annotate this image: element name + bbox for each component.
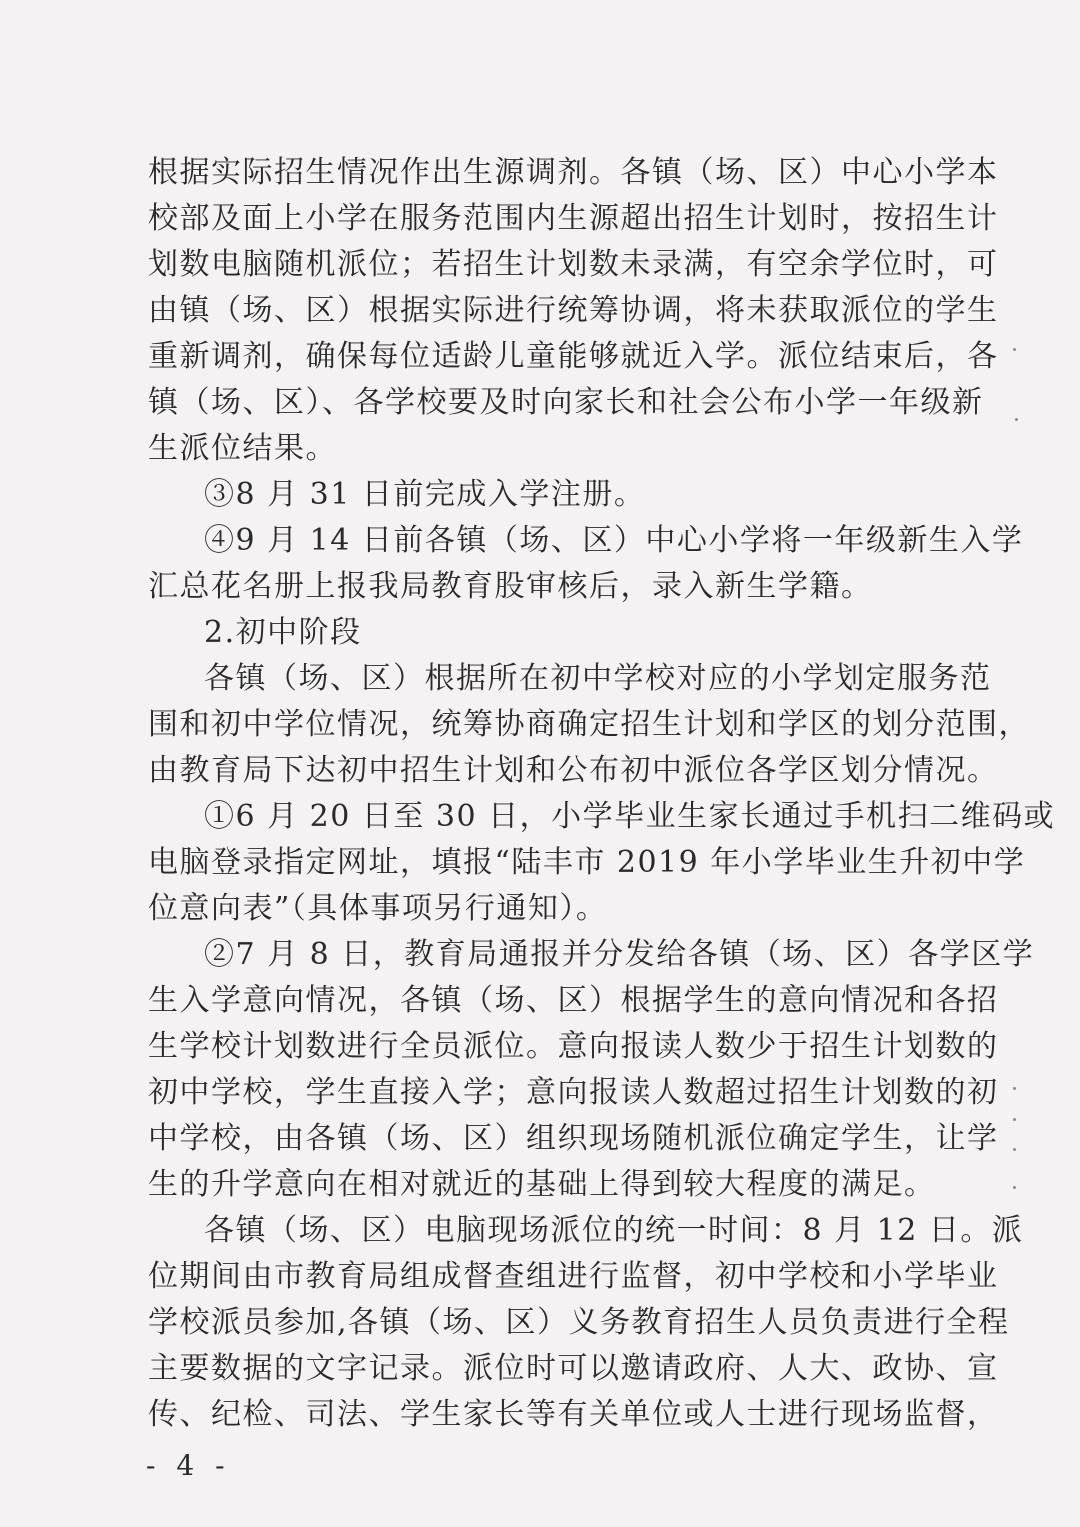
text-line: 汇总花名册上报我局教育股审核后，录入新生学籍。 [148, 569, 873, 604]
text-line: 由教育局下达初中招生计划和公布初中派位各学区划分情况。 [148, 753, 999, 788]
text-line: 生学校计划数进行全员派位。意向报读人数少于招生计划数的 [148, 1029, 999, 1064]
text-line: 重新调剂，确保每位适龄儿童能够就近入学。派位结束后，各 [148, 339, 999, 374]
text-line: 校部及面上小学在服务范围内生源超出招生计划时，按招生计 [148, 201, 999, 236]
text-line: 镇（场、区）、各学校要及时向家长和社会公布小学一年级新 [148, 385, 984, 420]
text-line: 生派位结果。 [148, 431, 337, 466]
text-line: 位期间由市教育局组成督查组进行监督，初中学校和小学毕业 [148, 1259, 999, 1294]
text-line: ①6 月 20 日至 30 日，小学毕业生家长通过手机扫二维码或 [204, 799, 1056, 834]
text-line: ②7 月 8 日，教育局通报并分发给各镇（场、区）各学区学 [204, 937, 1035, 972]
text-line: 生的升学意向在相对就近的基础上得到较大程度的满足。 [148, 1167, 936, 1202]
text-line: 围和初中学位情况，统筹协商确定招生计划和学区的划分范围， [148, 707, 1030, 742]
text-line: 根据实际招生情况作出生源调剂。各镇（场、区）中心小学本 [148, 155, 999, 190]
scan-speck [1013, 1148, 1016, 1151]
text-line: 划数电脑随机派位；若招生计划数未录满，有空余学位时，可 [148, 247, 999, 282]
text-line: ③8 月 31 日前完成入学注册。 [204, 477, 646, 512]
text-line: 电脑登录指定网址，填报“陆丰市 2019 年小学毕业生升初中学 [148, 845, 1026, 880]
text-line: 中学校，由各镇（场、区）组织现场随机派位确定学生，让学 [148, 1121, 999, 1156]
scan-speck [1013, 1186, 1016, 1189]
text-line: 位意向表”（具体事项另行通知）。 [148, 891, 608, 926]
scan-speck [1013, 1087, 1016, 1090]
text-line: ④9 月 14 日前各镇（场、区）中心小学将一年级新生入学 [204, 523, 1024, 558]
text-line: 初中学校，学生直接入学；意向报读人数超过招生计划数的初 [148, 1075, 999, 1110]
page-number: - 4 - [146, 1449, 231, 1482]
text-line: 传、纪检、司法、学生家长等有关单位或人士进行现场监督， [148, 1397, 999, 1432]
text-line: 生入学意向情况，各镇（场、区）根据学生的意向情况和各招 [148, 983, 999, 1018]
text-line: 各镇（场、区）根据所在初中学校对应的小学划定服务范 [204, 661, 992, 696]
scan-speck [1013, 348, 1016, 351]
scan-speck [1013, 1118, 1016, 1121]
section-heading: 2.初中阶段 [204, 615, 362, 650]
text-line: 各镇（场、区）电脑现场派位的统一时间：8 月 12 日。派 [204, 1213, 1024, 1248]
text-line: 由镇（场、区）根据实际进行统筹协调，将未获取派位的学生 [148, 293, 999, 328]
text-line: 学校派员参加,各镇（场、区）义务教育招生人员负责进行全程 [148, 1305, 1010, 1340]
scan-speck [1015, 418, 1018, 421]
text-line: 主要数据的文字记录。派位时可以邀请政府、人大、政协、宣 [148, 1351, 999, 1386]
